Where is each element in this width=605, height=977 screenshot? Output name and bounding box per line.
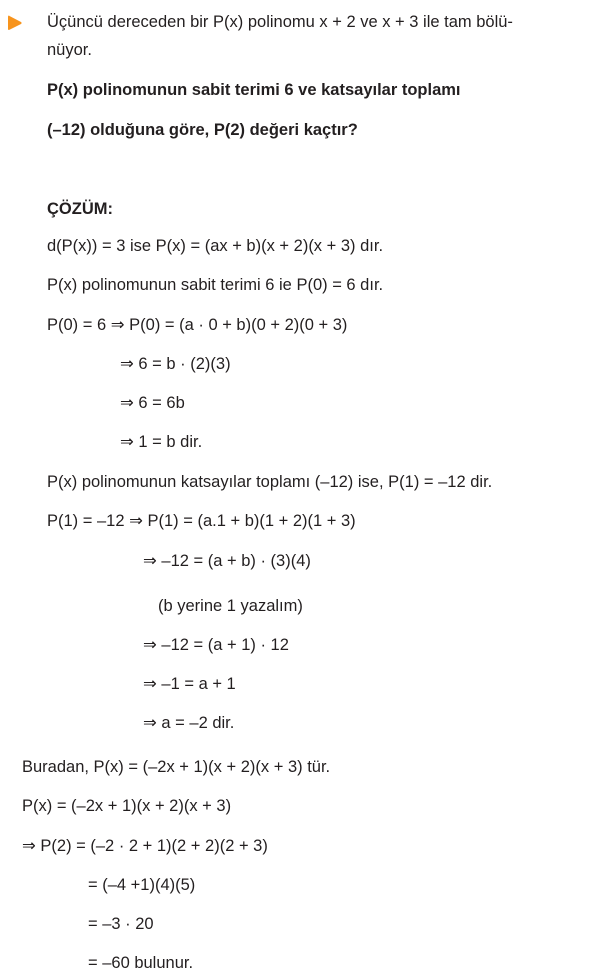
solution-line: P(x) = (–2x + 1)(x + 2)(x + 3) bbox=[22, 797, 232, 815]
solution-line: (b yerine 1 yazalım) bbox=[158, 597, 303, 615]
solution-line: = –3 · 20 bbox=[88, 915, 154, 933]
solution-line: P(1) = –12 ⇒ P(1) = (a.1 + b)(1 + 2)(1 + 3) bbox=[47, 512, 356, 530]
solution-line: P(x) polinomunun sabit terimi 6 ie P(0) = 6 dır. bbox=[47, 276, 384, 294]
solution-heading: ÇÖZÜM: bbox=[47, 200, 113, 218]
solution-line: d(P(x)) = 3 ise P(x) = (ax + b)(x + 2)(x + 3) dır. bbox=[47, 237, 384, 255]
solution-line: ⇒ a = –2 dir. bbox=[143, 714, 235, 732]
solution-line: = –60 bulunur. bbox=[88, 954, 194, 972]
problem-line-1: Üçüncü dereceden bir P(x) polinomu x + 2 ve x + 3 ile tam bölü- bbox=[47, 13, 513, 31]
solution-line: P(0) = 6 ⇒ P(0) = (a · 0 + b)(0 + 2)(0 + 3) bbox=[47, 316, 348, 334]
problem-line-3: P(x) polinomunun sabit terimi 6 ve katsayılar toplamı bbox=[47, 81, 461, 99]
solution-line: = (–4 +1)(4)(5) bbox=[88, 876, 196, 894]
solution-line: ⇒ –12 = (a + b) · (3)(4) bbox=[143, 552, 311, 570]
solution-line: Buradan, P(x) = (–2x + 1)(x + 2)(x + 3) tür. bbox=[22, 758, 331, 776]
solution-line: ⇒ 1 = b dir. bbox=[120, 433, 203, 451]
solution-line: ⇒ 6 = 6b bbox=[120, 394, 185, 412]
solution-line: ⇒ P(2) = (–2 · 2 + 1)(2 + 2)(2 + 3) bbox=[22, 837, 268, 855]
problem-line-4: (–12) olduğuna göre, P(2) değeri kaçtır? bbox=[47, 121, 358, 139]
solution-line: ⇒ –12 = (a + 1) · 12 bbox=[143, 636, 289, 654]
problem-line-2: nüyor. bbox=[47, 41, 92, 59]
solution-line: ⇒ 6 = b · (2)(3) bbox=[120, 355, 231, 373]
solution-line: ⇒ –1 = a + 1 bbox=[143, 675, 236, 693]
solution-line: P(x) polinomunun katsayılar toplamı (–12) ise, P(1) = –12 dir. bbox=[47, 473, 493, 491]
